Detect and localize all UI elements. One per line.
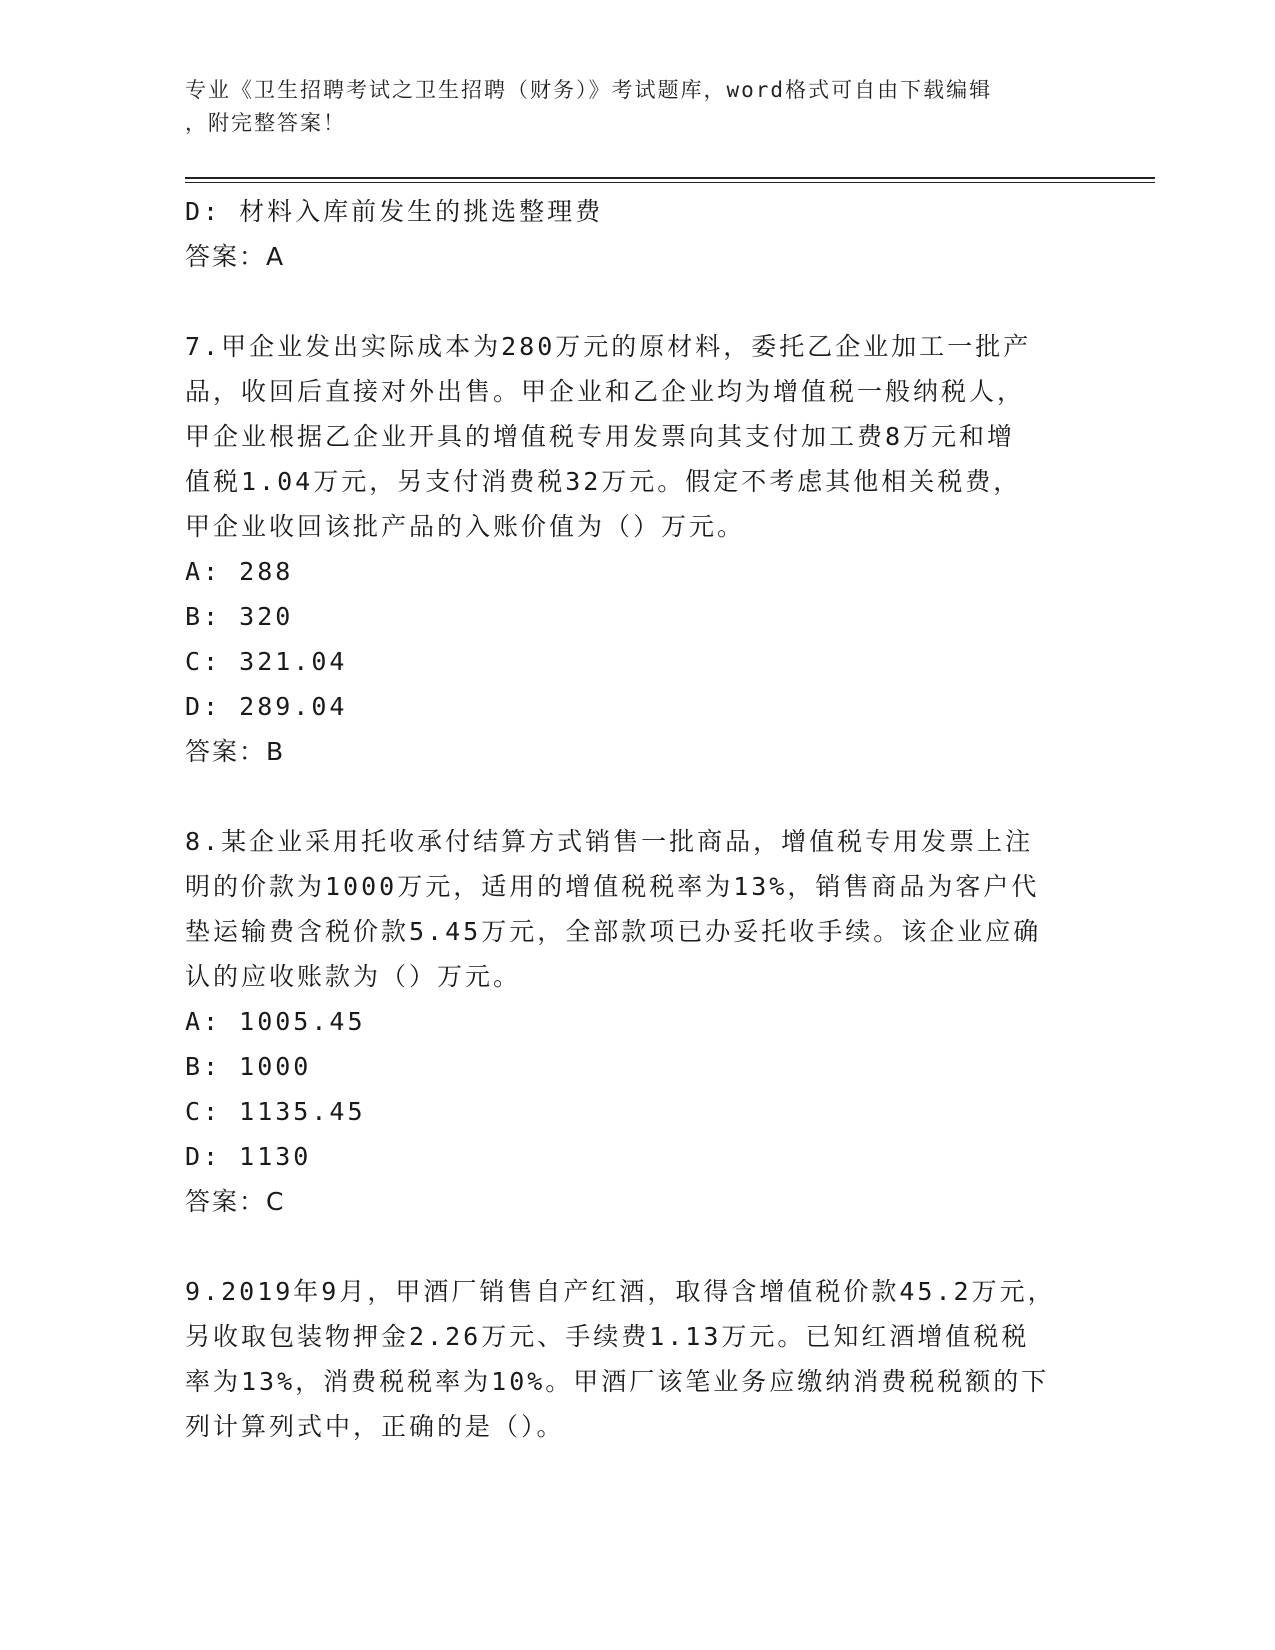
header-line-1: 专业《卫生招聘考试之卫生招聘（财务）》考试题库，word格式可自由下载编辑 [185, 78, 993, 102]
option-c: C: 321.04 [185, 647, 348, 676]
option-c: C: 1135.45 [185, 1097, 366, 1126]
option-d: D: 材料入库前发生的挑选整理费 [185, 197, 604, 226]
question-text-line: 值税1.04万元，另支付消费税32万元。假定不考虑其他相关税费， [185, 467, 1022, 496]
document-body [185, 189, 1085, 1449]
question-7 [185, 324, 1085, 774]
spacer [185, 774, 1085, 819]
question-text-line: 明的价款为1000万元，适用的增值税税率为13%，销售商品为客户代 [185, 872, 1040, 901]
question-text-line: 垫运输费含税价款5.45万元，全部款项已办妥托收手续。该企业应确 [185, 917, 1042, 946]
document-header [185, 74, 1085, 140]
question-text-line: 甲企业收回该批产品的入账价值为（）万元。 [185, 512, 746, 541]
answer-line: 答案：B [185, 737, 286, 766]
spacer [185, 1224, 1085, 1269]
option-d: D: 1130 [185, 1142, 312, 1171]
answer-line: 答案：A [185, 242, 286, 271]
question-text-line: 品，收回后直接对外出售。甲企业和乙企业均为增值税一般纳税人， [185, 377, 1026, 406]
question-8 [185, 819, 1085, 1224]
question-text-line: 另收取包装物押金2.26万元、手续费1.13万元。已知红酒增值税税 [185, 1322, 1030, 1351]
option-b: B: 320 [185, 602, 294, 631]
option-a: A: 288 [185, 557, 294, 586]
question-text-line: 率为13%，消费税税率为10%。甲酒厂该笔业务应缴纳消费税税额的下 [185, 1367, 1050, 1396]
header-divider-thin [185, 182, 1155, 183]
previous-question-tail [185, 189, 1085, 279]
option-d: D: 289.04 [185, 692, 348, 721]
option-b: B: 1000 [185, 1052, 312, 1081]
spacer [185, 279, 1085, 324]
question-text-line: 认的应收账款为（）万元。 [185, 962, 522, 991]
question-text-line: 9.2019年9月，甲酒厂销售自产红酒，取得含增值税价款45.2万元， [185, 1277, 1056, 1306]
question-9 [185, 1269, 1085, 1449]
option-a: A: 1005.45 [185, 1007, 366, 1036]
question-text-line: 甲企业根据乙企业开具的增值税专用发票向其支付加工费8万元和增 [185, 422, 1016, 451]
question-text-line: 8.某企业采用托收承付结算方式销售一批商品，增值税专用发票上注 [185, 827, 1034, 856]
header-line-2: ，附完整答案！ [185, 111, 346, 135]
question-text-line: 列计算列式中，正确的是（）。 [185, 1412, 565, 1441]
question-text-line: 7.甲企业发出实际成本为280万元的原材料，委托乙企业加工一批产 [185, 332, 1032, 361]
answer-line: 答案：C [185, 1187, 286, 1216]
header-divider-thick [185, 177, 1155, 179]
